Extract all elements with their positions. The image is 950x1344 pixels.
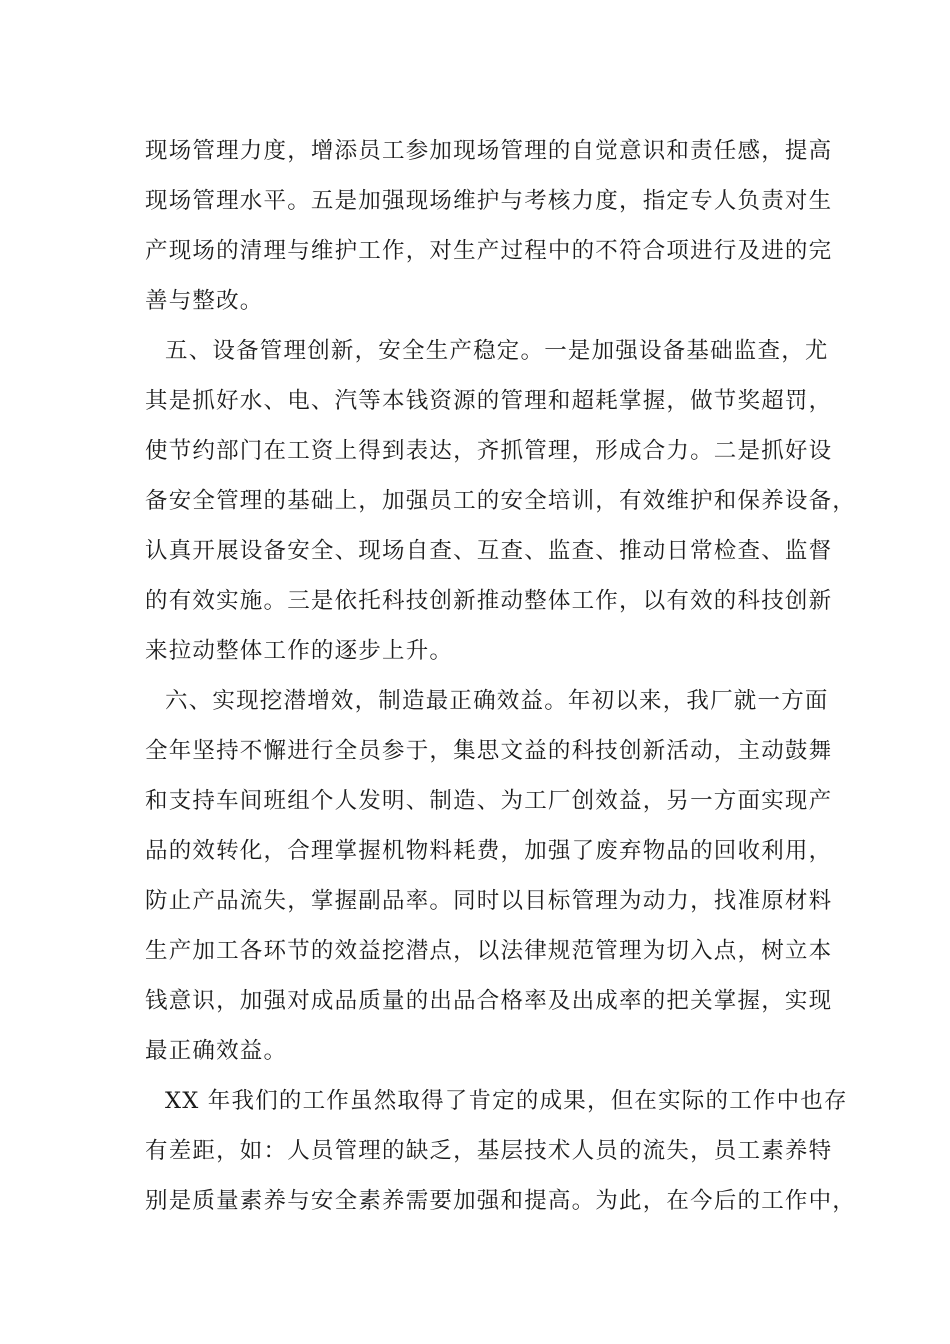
text-line: 现场管理力度，增添员工参加现场管理的自觉意识和责任感，提高 [145,138,833,164]
text-line: 其是抓好水、电、汽等本钱资源的管理和超耗掌握，做节奖超罚， [145,388,833,414]
text-line: 备安全管理的基础上，加强员工的安全培训，有效维护和保养设备， [145,488,857,514]
text-line: 产现场的清理与维护工作，对生产过程中的不符合项进行及进的完 [145,238,833,264]
text-line: 认真开展设备安全、现场自查、互查、监查、推动日常检查、监督 [145,538,833,564]
text-line: 现场管理水平。五是加强现场维护与考核力度，指定专人负责对生 [145,188,833,214]
paragraph-heading-line: 六、实现挖潜增效，制造最正确效益。年初以来，我厂就一方面 [165,688,829,714]
text-line: 品的效转化，合理掌握机物料耗费，加强了废弃物品的回收利用， [145,838,833,864]
text-line: 钱意识，加强对成品质量的出品合格率及出成率的把关掌握，实现 [145,988,833,1014]
text-line: 防止产品流失，掌握副品率。同时以目标管理为动力，找准原材料 [145,888,833,914]
text-line: 和支持车间班组个人发明、制造、为工厂创效益，另一方面实现产 [145,788,833,814]
text-line: 生产加工各环节的效益挖潜点，以法律规范管理为切入点，树立本 [145,938,833,964]
text-line: 善与整改。 [145,288,264,314]
text-line: 全年坚持不懈进行全员参于，集思文益的科技创新活动，主动鼓舞 [145,738,833,764]
text-line: 有差距，如：人员管理的缺乏，基层技术人员的流失，员工素养特 [145,1138,833,1164]
paragraph-heading-line: 五、设备管理创新，安全生产稳定。一是加强设备基础监查，尤 [165,338,829,364]
text-line: 来拉动整体工作的逐步上升。 [145,638,454,664]
text-line: 使节约部门在工资上得到表达，齐抓管理，形成合力。二是抓好设 [145,438,833,464]
text-line: 的有效实施。三是依托科技创新推动整体工作，以有效的科技创新 [145,588,833,614]
text-line: 别是质量素养与安全素养需要加强和提高。为此，在今后的工作中， [145,1188,857,1214]
paragraph-first-line: XX 年我们的工作虽然取得了肯定的成果，但在实际的工作中也存 [165,1088,848,1114]
text-line: 最正确效益。 [145,1038,288,1064]
